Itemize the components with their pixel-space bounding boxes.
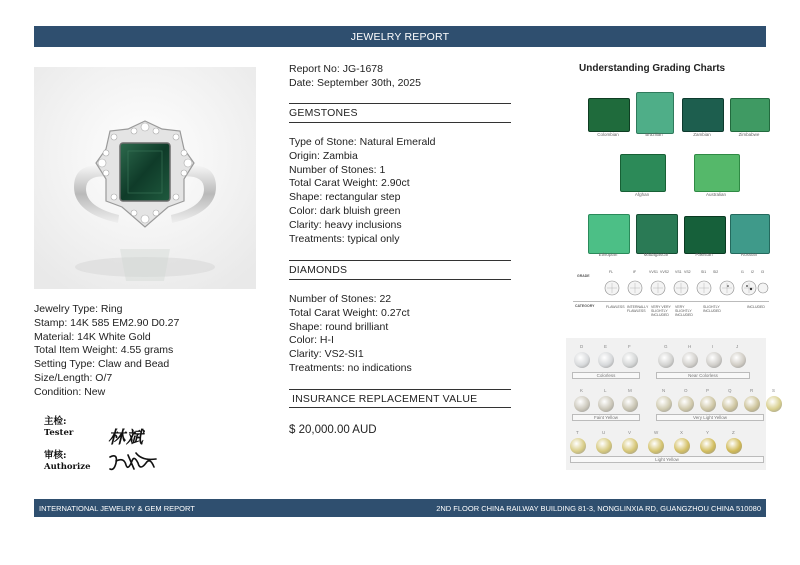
clarity-category: VERY VERY SLIGHTLY INCLUDED xyxy=(651,305,671,317)
color-grade-diamond xyxy=(726,438,742,454)
clarity-grade-label: GRADE xyxy=(577,274,590,278)
signature-block xyxy=(40,414,170,478)
emerald-label: Madagascar xyxy=(643,252,669,257)
emerald-sample-pakistan xyxy=(684,216,726,254)
emerald-label: Colombian xyxy=(597,132,619,137)
report-date: Date: September 30th, 2025 xyxy=(289,77,421,89)
footer-company: INTERNATIONAL JEWELRY & GEM REPORT xyxy=(39,503,195,513)
color-grade-diamond xyxy=(700,396,716,412)
grading-charts-title: Understanding Grading Charts xyxy=(579,63,726,74)
report-header xyxy=(34,26,766,47)
color-grade-diamond xyxy=(648,438,664,454)
color-grade-letter: X xyxy=(680,430,684,435)
color-grade-diamond xyxy=(598,352,614,368)
diamond-color: Color: H-I xyxy=(289,334,334,347)
report-title: JEWELRY REPORT xyxy=(350,30,450,43)
emerald-origins-chart xyxy=(580,90,770,260)
insurance-title: INSURANCE REPLACEMENT VALUE xyxy=(292,393,478,405)
diamonds-details xyxy=(289,293,412,376)
clarity-category: INTERNALLY FLAWLESS xyxy=(627,305,649,313)
color-group-label: Light Yellow xyxy=(570,456,764,463)
divider xyxy=(289,122,511,123)
color-group-label: Faint Yellow xyxy=(572,414,640,421)
clarity-grade: I2 xyxy=(751,270,754,274)
emerald-sample-zambian xyxy=(682,98,724,132)
diamond-clarity-chart xyxy=(573,268,769,320)
emerald-label: Zimbabwe xyxy=(738,132,760,137)
color-grade-letter: V xyxy=(628,430,632,435)
clarity-grade: FL xyxy=(609,270,614,274)
color-grade-letter: Y xyxy=(706,430,710,435)
divider xyxy=(289,407,511,408)
emerald-label: Australian xyxy=(705,192,726,197)
jewelry-details xyxy=(34,303,179,400)
color-grade-letter: M xyxy=(628,388,632,393)
divider xyxy=(289,260,511,261)
color-grade-letter: E xyxy=(604,344,608,349)
emerald-label: Brazilian xyxy=(645,132,663,137)
clarity-category: SLIGHTLY INCLUDED xyxy=(703,305,721,313)
color-grade-diamond xyxy=(570,438,586,454)
divider xyxy=(289,389,511,390)
divider xyxy=(289,103,511,104)
tester-label-en: Tester xyxy=(44,428,74,438)
color-grade-letter: Q xyxy=(728,388,732,393)
color-grade-diamond xyxy=(622,352,638,368)
color-grade-diamond xyxy=(656,396,672,412)
color-grade-letter: P xyxy=(706,388,710,393)
divider xyxy=(289,279,511,280)
color-grade-diamond xyxy=(766,396,782,412)
clarity-category-label: CATEGORY xyxy=(575,304,595,308)
diamond-shape: Shape: round brilliant xyxy=(289,320,389,333)
color-grade-letter: S xyxy=(772,388,776,393)
emerald-label: Zambian xyxy=(693,132,711,137)
color-grade-letter: W xyxy=(654,430,659,435)
color-grade-letter: K xyxy=(580,388,584,393)
color-grade-letter: F xyxy=(628,344,631,349)
diamond-color-chart xyxy=(566,338,776,470)
emerald-sample-australian xyxy=(694,154,740,192)
divider xyxy=(573,301,769,302)
setting-type: Setting Type: Claw and Bead xyxy=(34,358,170,371)
color-grade-letter: I xyxy=(712,344,714,349)
emerald-label: Russian xyxy=(740,252,758,257)
emerald-label: Afghan xyxy=(634,192,650,197)
authorize-label-cn: 审核: xyxy=(44,450,67,461)
clarity-grade: I3 xyxy=(761,270,764,274)
stone-treatments: Treatments: typical only xyxy=(289,232,400,245)
color-grade-letter: H xyxy=(688,344,692,349)
color-group-label: Near Colorless xyxy=(656,372,750,379)
color-grade-diamond xyxy=(722,396,738,412)
color-grade-diamond xyxy=(574,396,590,412)
color-grade-diamond xyxy=(700,438,716,454)
stone-color: Color: dark bluish green xyxy=(289,204,401,217)
clarity-diamond-icons xyxy=(603,277,769,299)
diamond-count: Number of Stones: 22 xyxy=(289,293,392,305)
color-group-label: Very Light Yellow xyxy=(656,414,764,421)
stone-type: Type of Stone: Natural Emerald xyxy=(289,136,436,148)
emerald-sample-ethiopian xyxy=(588,214,630,254)
stone-shape: Shape: rectangular step xyxy=(289,191,401,204)
gemstones-details xyxy=(289,136,436,246)
color-grade-letter: U xyxy=(602,430,606,435)
emerald-sample-madagascar xyxy=(636,214,678,254)
diamonds-title: DIAMONDS xyxy=(289,264,348,276)
color-grade-letter: L xyxy=(604,388,607,393)
report-footer xyxy=(34,499,766,517)
material: Material: 14K White Gold xyxy=(34,330,151,343)
footer-address: 2ND FLOOR CHINA RAILWAY BUILDING 81-3, NONGLINXIA RD, GUANGZHOU CHINA 510080 xyxy=(436,503,761,513)
emerald-sample-russian xyxy=(730,214,770,254)
diamond-clarity: Clarity: VS2-SI1 xyxy=(289,348,364,361)
report-number: Report No: JG-1678 xyxy=(289,63,383,75)
clarity-category: INCLUDED xyxy=(747,305,765,309)
stone-carat-weight: Total Carat Weight: 2.90ct xyxy=(289,177,410,190)
stone-count: Number of Stones: 1 xyxy=(289,163,386,176)
color-grade-letter: J xyxy=(736,344,739,349)
color-grade-diamond xyxy=(678,396,694,412)
stamp: Stamp: 14K 585 EM2.90 D0.27 xyxy=(34,316,180,329)
clarity-category: FLAWLESS xyxy=(606,305,625,309)
color-grade-diamond xyxy=(574,352,590,368)
gemstones-title: GEMSTONES xyxy=(289,107,358,119)
color-grade-letter: D xyxy=(580,344,584,349)
color-grade-letter: O xyxy=(684,388,688,393)
color-grade-diamond xyxy=(674,438,690,454)
color-grade-diamond xyxy=(682,352,698,368)
tester-signature: 林斌 xyxy=(108,428,144,448)
stone-origin: Origin: Zambia xyxy=(289,149,358,162)
color-grade-letter: Z xyxy=(732,430,735,435)
clarity-grade: VS1 xyxy=(675,270,682,274)
condition: Condition: New xyxy=(34,385,106,398)
clarity-grade: SI2 xyxy=(713,270,719,274)
color-grade-letter: N xyxy=(662,388,666,393)
diamond-treatments: Treatments: no indications xyxy=(289,361,412,374)
color-group-label: Colorless xyxy=(572,372,640,379)
emerald-label: Ethiopian xyxy=(598,252,618,257)
color-grade-diamond xyxy=(622,438,638,454)
color-grade-diamond xyxy=(598,396,614,412)
clarity-grade: VS2 xyxy=(684,270,691,274)
emerald-sample-zimbabwe xyxy=(730,98,770,132)
insurance-value: $ 20,000.00 AUD xyxy=(289,424,377,436)
size-length: Size/Length: O/7 xyxy=(34,371,113,384)
emerald-label: Pakistan xyxy=(695,252,713,257)
clarity-grade: VVS2 xyxy=(660,270,669,274)
emerald-sample-brazilian xyxy=(636,92,674,134)
diamond-carat-weight: Total Carat Weight: 0.27ct xyxy=(289,306,410,319)
color-grade-letter: G xyxy=(664,344,668,349)
color-grade-diamond xyxy=(658,352,674,368)
emerald-sample-afghan xyxy=(620,154,666,192)
color-grade-diamond xyxy=(706,352,722,368)
clarity-grade: SI1 xyxy=(701,270,707,274)
tester-label-cn: 主检: xyxy=(44,416,67,427)
jewelry-type: Jewelry Type: Ring xyxy=(34,303,123,315)
color-grade-letter: T xyxy=(576,430,579,435)
authorize-signature xyxy=(106,449,160,475)
color-grade-diamond xyxy=(730,352,746,368)
color-grade-letter: R xyxy=(750,388,754,393)
authorize-label-en: Authorize xyxy=(44,462,91,472)
color-grade-diamond xyxy=(622,396,638,412)
clarity-grade: IF xyxy=(633,270,637,274)
clarity-grade: VVS1 xyxy=(649,270,658,274)
color-grade-diamond xyxy=(744,396,760,412)
emerald-ring-image xyxy=(34,67,256,289)
clarity-category: VERY SLIGHTLY INCLUDED xyxy=(675,305,693,317)
clarity-grade: I1 xyxy=(741,270,744,274)
emerald-sample-colombian xyxy=(588,98,630,132)
report-meta xyxy=(289,62,421,90)
ring-photo xyxy=(34,67,256,289)
total-item-weight: Total Item Weight: 4.55 grams xyxy=(34,344,174,357)
stone-clarity: Clarity: heavy inclusions xyxy=(289,218,402,231)
color-grade-diamond xyxy=(596,438,612,454)
